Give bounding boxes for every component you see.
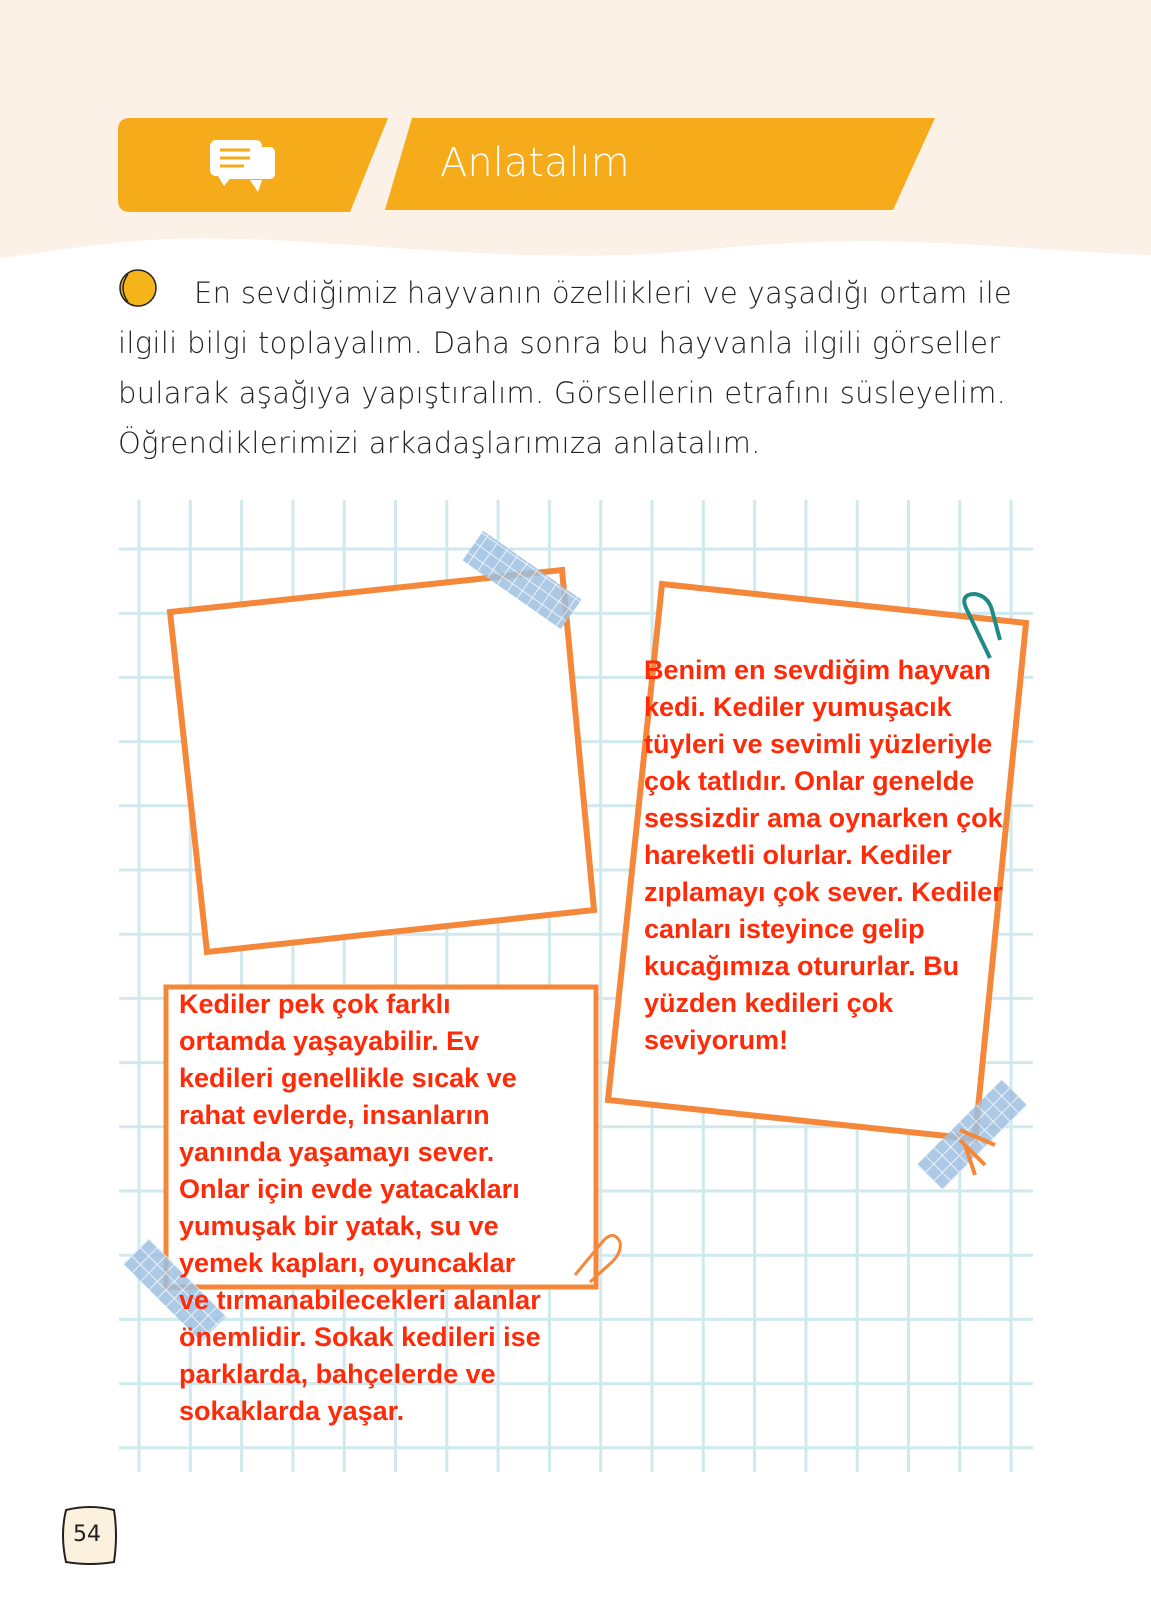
- answer-line: seviyorum!: [644, 1025, 789, 1055]
- instruction-line: bularak aşağıya yapıştıralım. Görsellerin etrafını süsleyelim.: [118, 376, 1007, 410]
- answer-line: sokaklarda yaşar.: [179, 1396, 405, 1426]
- answer-line: ve tırmanabilecekleri alanlar: [179, 1285, 541, 1315]
- answer-line: zıplamayı çok sever. Kediler: [644, 877, 1003, 907]
- answer-habitat: [179, 986, 541, 1430]
- answer-line: Benim en sevdiğim hayvan: [644, 655, 991, 685]
- answer-line: çok tatlıdır. Onlar genelde: [644, 766, 975, 796]
- answer-line: yemek kapları, oyuncaklar: [179, 1248, 516, 1278]
- instruction-line: ilgili bilgi toplayalım. Daha sonra bu hayvanla ilgili görseller: [118, 326, 1001, 360]
- answer-line: sessizdir ama oynarken çok: [644, 803, 1003, 833]
- answer-line: yüzden kedileri çok: [644, 988, 894, 1018]
- answer-favorite-animal: [644, 652, 1003, 1059]
- answer-line: önemlidir. Sokak kedileri ise: [179, 1322, 541, 1352]
- section-title: Anlatalım: [440, 140, 630, 186]
- answer-line: tüyleri ve sevimli yüzleriyle: [644, 729, 993, 759]
- answer-line: yumuşak bir yatak, su ve: [179, 1211, 499, 1241]
- answer-line: kucağımıza otururlar. Bu: [644, 951, 960, 981]
- answer-line: yanında yaşamayı sever.: [179, 1137, 495, 1167]
- answer-line: kedi. Kediler yumuşacık: [644, 692, 952, 722]
- answer-line: kedileri genellikle sıcak ve: [179, 1063, 517, 1093]
- answer-line: parklarda, bahçelerde ve: [179, 1359, 496, 1389]
- instruction-text: [118, 268, 1038, 468]
- answer-line: Kediler pek çok farklı: [179, 989, 451, 1019]
- instruction-line: En sevdiğimiz hayvanın özellikleri ve yaşadığı ortam ile: [194, 276, 1013, 310]
- answer-line: canları isteyince gelip: [644, 914, 925, 944]
- answer-line: rahat evlerde, insanların: [179, 1100, 490, 1130]
- page-number: 54: [73, 1521, 101, 1547]
- answer-line: Onlar için evde yatacakları: [179, 1174, 520, 1204]
- answer-line: ortamda yaşayabilir. Ev: [179, 1026, 480, 1056]
- answer-line: hareketli olurlar. Kediler: [644, 840, 952, 870]
- photo-frame-top-left: [170, 570, 594, 952]
- instruction-line: Öğrendiklerimizi arkadaşlarımıza anlatalım.: [118, 426, 761, 460]
